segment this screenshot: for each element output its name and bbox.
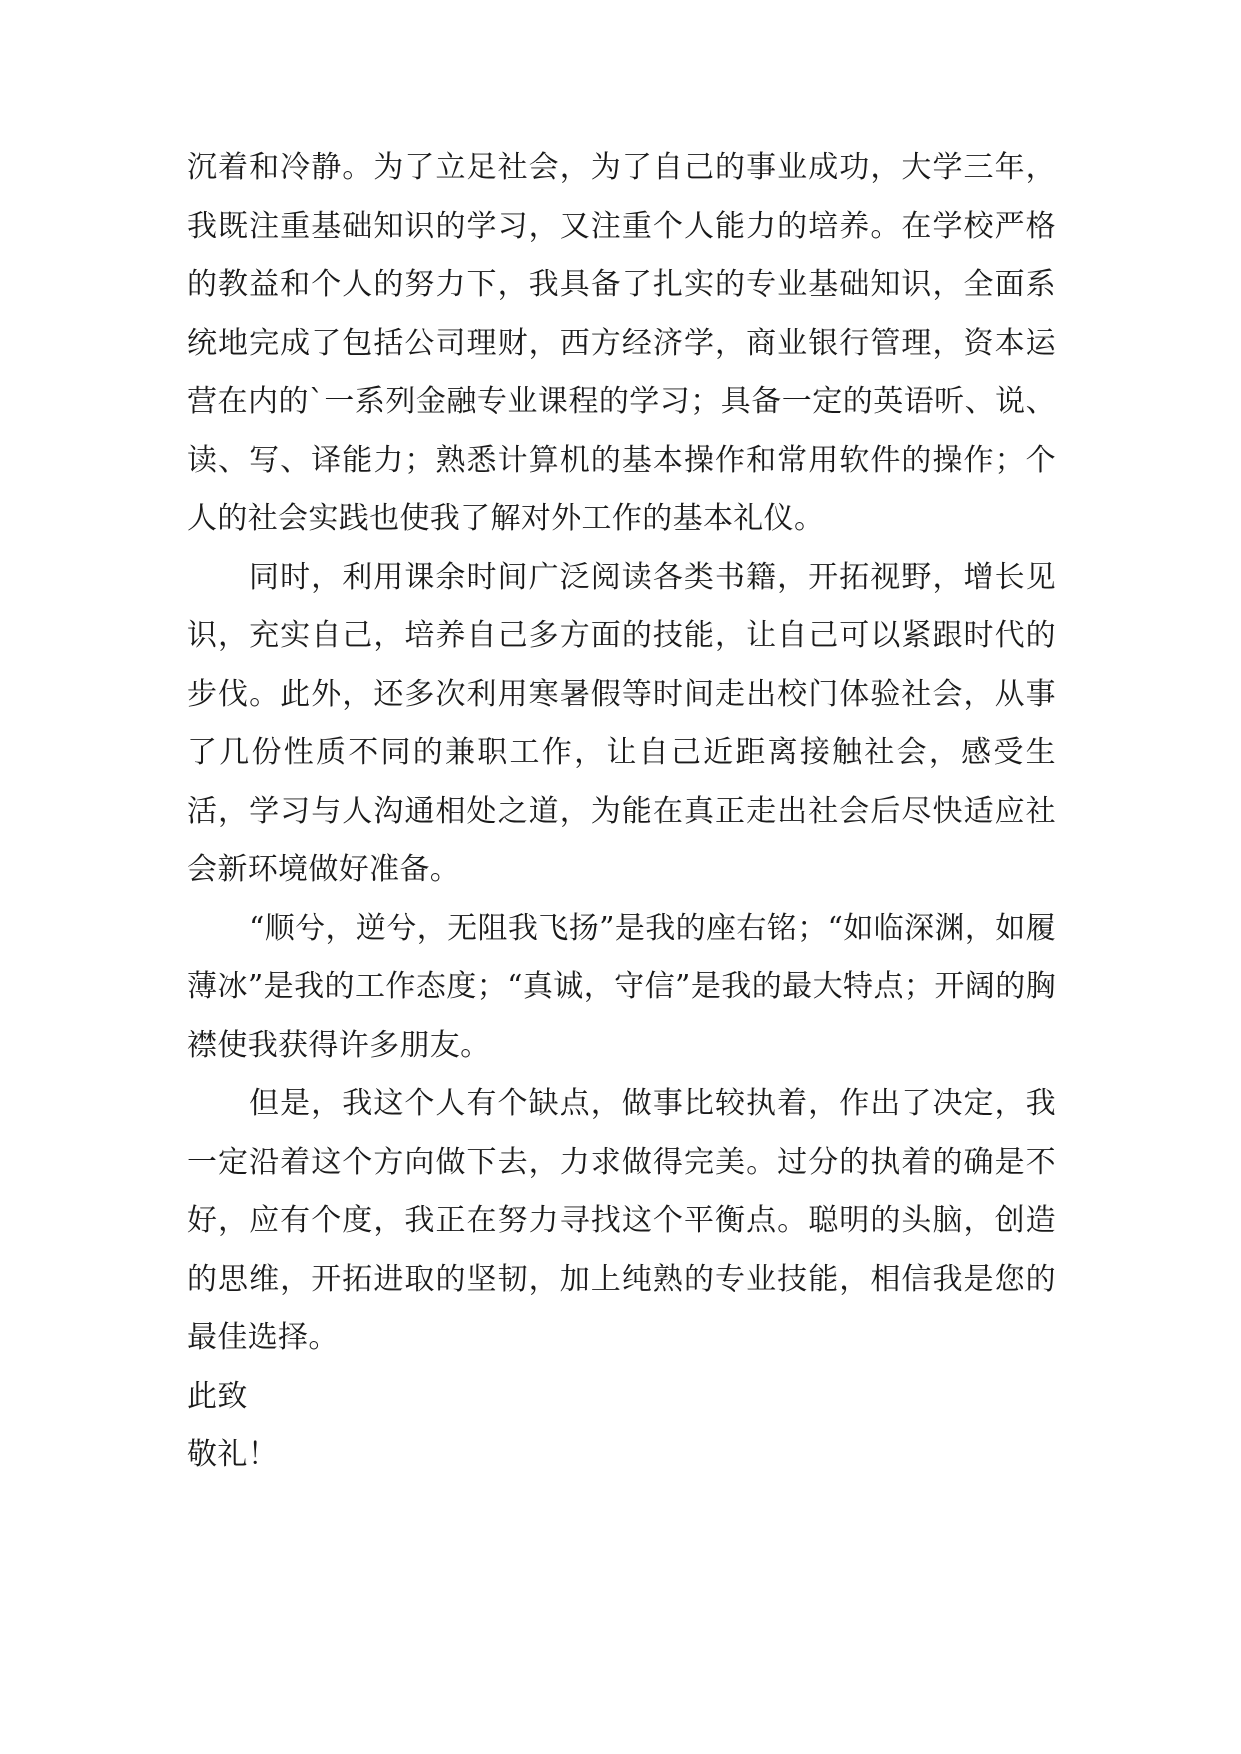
- document-page: [187, 139, 1056, 1485]
- closing-salutation: 此致: [187, 1378, 248, 1414]
- closing-regards: 敬礼！: [187, 1437, 279, 1472]
- body-paragraph-3: “顺兮，逆兮，无阻我飞扬”是我的座右铭；“如临深渊，如履薄冰”是我的工作态度；“真诚，守信”是我的最大特点；开阔的胸襟使我获得许多朋友。: [187, 910, 1056, 1063]
- body-paragraph-2: 同时，利用课余时间广泛阅读各类书籍，开拓视野，增长见识，充实自己，培养自己多方面的技能，让自己可以紧跟时代的步伐。此外，还多次利用寒暑假等时间走出校门体验社会，从事了几份性质不同的兼职工作，让自己近距离接触社会，感受生活，学习与人沟通相处之道，为能在真正走出社会后尽快适应社会新环境做好准备。: [187, 559, 1056, 887]
- body-paragraph-4: 但是，我这个人有个缺点，做事比较执着，作出了决定，我一定沿着这个方向做下去，力求做得完美。过分的执着的确是不好，应有个度，我正在努力寻找这个平衡点。聪明的头脑，创造的思维，开拓进取的坚韧，加上纯熟的专业技能，相信我是您的最佳选择。: [187, 1086, 1056, 1355]
- body-paragraph-1: 沉着和冷静。为了立足社会，为了自己的事业成功，大学三年，我既注重基础知识的学习，又注重个人能力的培养。在学校严格的教益和个人的努力下，我具备了扎实的专业基础知识，全面系统地完成了包括公司理财，西方经济学，商业银行管理，资本运营在内的`一系列金融专业课程的学习；具备一定的英语听、说、读、写、译能力；熟悉计算机的基本操作和常用软件的操作；个人的社会实践也使我了解对外工作的基本礼仪。: [187, 150, 1056, 536]
